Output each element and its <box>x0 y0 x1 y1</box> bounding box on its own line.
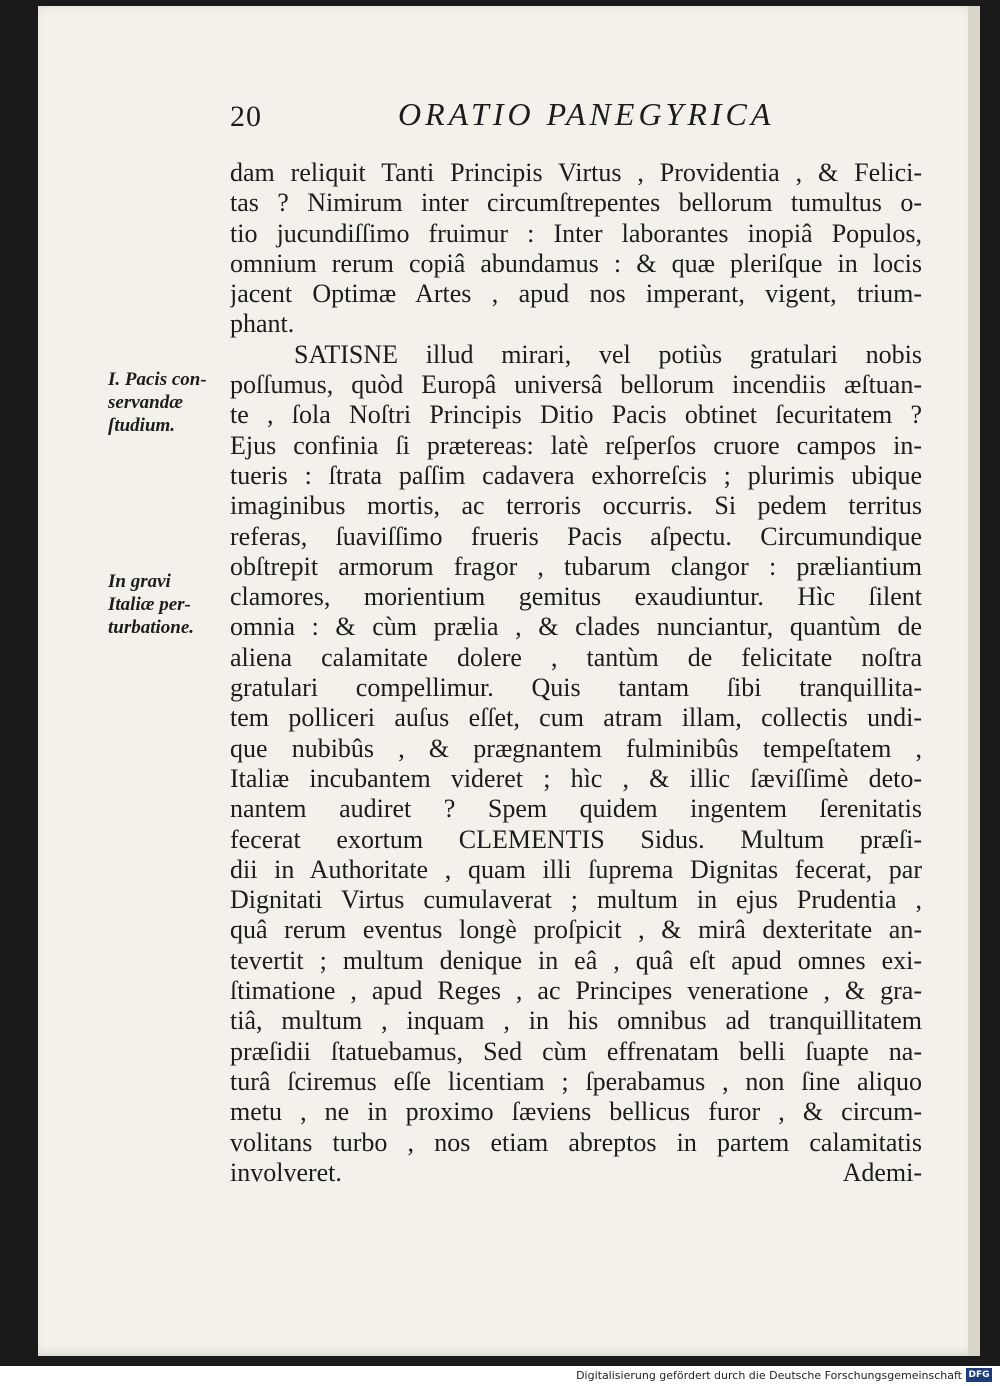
text-line: fecerat exortum CLEMENTIS Sidus. Multum præſi- <box>230 824 922 854</box>
text-line: poſſumus, quòd Europâ universâ bellorum incendiis æſtuan- <box>230 370 922 400</box>
text-line: Dignitati Virtus cumulaverat ; multum in ejus Prudentia , <box>230 885 922 915</box>
text-line: Italiæ incubantem videret ; hìc , & illic ſæviſſimè deto- <box>230 763 922 793</box>
text-line: dii in Authoritate , quam illi ſuprema Dignitas fecerat, par <box>230 854 922 884</box>
footer-credit: Digitalisierung gefördert durch die Deutsche Forschungsgemeinschaft <box>576 1369 962 1382</box>
text-line: dam reliquit Tanti Principis Virtus , Providentia , & Felici- <box>230 158 922 187</box>
dfg-logo-icon: DFG <box>966 1368 992 1382</box>
margin-note-line: servandæ <box>108 392 183 413</box>
text-line: referas, ſuaviſſimo frueris Pacis aſpectu. Circumundique <box>230 521 922 551</box>
text-line: phant. <box>230 309 295 339</box>
text-line: volitans turbo , nos etiam abreptos in partem calamitatis <box>230 1127 922 1157</box>
text-line: que nubibûs , & prægnantem fulminibûs tempeſtatem , <box>230 733 922 763</box>
text-line: clamores, morientium gemitus exaudiuntur. Hìc ſilent <box>230 582 922 612</box>
text-line: omnia : & cùm prælia , & clades nunciantur, quantùm de <box>230 612 922 642</box>
margin-note-italiae <box>108 570 224 639</box>
text-line: quâ rerum eventus longè proſpicit , & mirâ dexteritate an- <box>230 915 922 945</box>
margin-note-line: Italiæ per- <box>108 594 191 615</box>
text-line: Ejus confinia ſi prætereas: latè reſperſos cruore campos in- <box>230 430 922 460</box>
text-line: tiâ, multum , inquam , in his omnibus ad tranquillitatem <box>230 1006 922 1036</box>
text-line: tio jucundiſſimo fruimur : Inter laborantes inopiâ Populos, <box>230 218 922 248</box>
text-line: ſtimatione , apud Reges , ac Principes veneratione , & gra- <box>230 976 922 1006</box>
body-text <box>230 158 922 1188</box>
text-line: præſidii ſtatuebamus, Sed cùm effrenatam belli ſuapte na- <box>230 1036 922 1066</box>
margin-note-line: turbatione. <box>108 617 195 638</box>
text-line: metu , ne in proximo ſæviens bellicus furor , & circum- <box>230 1097 922 1127</box>
margin-note-line: In gravi <box>108 571 171 592</box>
page-edge <box>968 6 980 1356</box>
text-line: omnium rerum copiâ abundamus : & quæ pleriſque in locis <box>230 248 922 278</box>
footer-bar <box>0 1366 1000 1386</box>
text-line: tas ? Nimirum inter circumſtrepentes bellorum tumultus o- <box>230 188 922 218</box>
page-number: 20 <box>230 100 262 133</box>
text-line: tueris : ſtrata paſſim cadavera exhorreſcis ; plurimis ubique <box>230 460 922 490</box>
text-line: tem polliceri auſus eſſet, cum atram illam, collectis undi- <box>230 703 922 733</box>
final-word: involveret. <box>230 1157 342 1187</box>
text-line: tevertit ; multum denique in eâ , quâ eſt apud omnes exi- <box>230 945 922 975</box>
text-line: gratulari compellimur. Quis tantam ſibi tranquillita- <box>230 673 922 703</box>
catchword: Ademi- <box>842 1157 922 1187</box>
margin-note-line: I. Pacis con- <box>108 369 207 390</box>
text-line: jacent Optimæ Artes , apud nos imperant, vigent, trium- <box>230 279 922 309</box>
text-line: aliena calamitate dolere , tantùm de felicitate noſtra <box>230 642 922 672</box>
final-line <box>230 1158 922 1188</box>
margin-note-pacis <box>108 368 224 437</box>
text-line: turâ ſciremus eſſe licentiam ; ſperabamus , non ſine aliquo <box>230 1066 922 1096</box>
margin-note-line: ſtudium. <box>108 415 176 436</box>
text-line: obſtrepit armorum fragor , tubarum clangor : præliantium <box>230 551 922 581</box>
text-line: te , ſola Noſtri Principis Ditio Pacis obtinet ſecuritatem ? <box>230 400 922 430</box>
running-head: ORATIO PANEGYRICA <box>398 96 775 132</box>
text-line: nantem audiret ? Spem quidem ingentem ſerenitatis <box>230 794 922 824</box>
text-line: imaginibus mortis, ac terroris occurris. Si pedem territus <box>230 491 922 521</box>
text-line-paragraph-start: SATISNE illud mirari, vel potiùs gratulari nobis <box>294 339 922 369</box>
